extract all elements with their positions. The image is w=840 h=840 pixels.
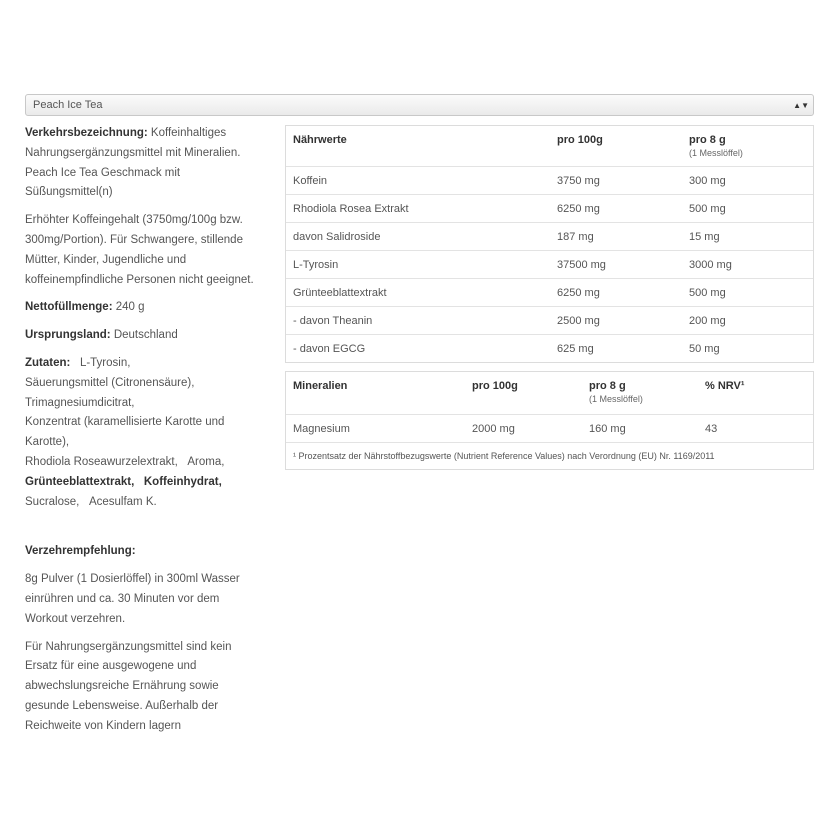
table-cell: L-Tyrosin — [293, 258, 339, 271]
table-cell: Rhodiola Rosea Extrakt — [293, 202, 409, 215]
zutat: Grünteeblattextrakt, — [25, 475, 135, 488]
header-label: pro 8 g — [589, 380, 626, 392]
zutat: Acesulfam K. — [88, 495, 157, 508]
table-cell: - davon EGCG — [293, 342, 366, 355]
verzehr-text: 8g Pulver (1 Dosierlöffel) in 300ml Wasser einrühren und ca. 30 Minuten vor dem Workout verzehren. — [25, 573, 240, 625]
table-cell: 500 mg — [689, 202, 726, 215]
ursprung-label: Ursprungsland: — [25, 329, 111, 342]
table-row — [286, 306, 813, 334]
zutat: Koffeinhydrat, — [143, 475, 222, 488]
table-cell: 3750 mg — [557, 174, 600, 187]
hinweis-text: Für Nahrungsergänzungsmittel sind kein Ersatz für eine ausgewogene und abwechslungsreiche Ernährung sowie gesunde Lebensweise. Außerhalb der Reichweite von Kindern lagern — [25, 640, 232, 732]
table-cell: 3000 mg — [689, 258, 732, 271]
netto-label: Nettofüllmenge: — [25, 301, 113, 314]
verzehr-label: Verzehrempfehlung: — [25, 545, 136, 558]
table-cell: 187 mg — [557, 230, 594, 243]
table-cell: 625 mg — [557, 342, 594, 355]
table-row — [286, 166, 813, 194]
table-row — [286, 250, 813, 278]
header-cell — [582, 380, 698, 404]
verkehr-text: Koffeinhaltiges Nahrungsergänzungsmittel mit Mineralien. Peach Ice Tea Geschmack mit Süßungsmittel(n) — [25, 127, 241, 199]
zutat: Aroma, — [187, 455, 225, 468]
zutat: Konzentrat (karamellisierte Karotte und Karotte), — [25, 416, 225, 449]
header-cell: Mineralien — [293, 380, 348, 392]
flavor-select-value: Peach Ice Tea — [33, 99, 103, 111]
zutat: Trimagnesiumdicitrat, — [25, 396, 135, 409]
header-sub: (1 Messlöffel) — [589, 394, 643, 404]
table-row — [286, 414, 813, 442]
flavor-select[interactable] — [25, 94, 814, 116]
table-cell: 2500 mg — [557, 314, 600, 327]
nettofuellmenge — [25, 298, 265, 318]
header-cell: pro 100g — [472, 380, 518, 392]
ursprung-text: Deutschland — [110, 329, 178, 342]
netto-text: 240 g — [112, 301, 145, 314]
header-cell: Nährwerte — [293, 134, 347, 146]
header-sub: (1 Messlöffel) — [689, 148, 743, 158]
zutat: Säuerungsmittel (Citronensäure), — [25, 376, 195, 389]
table-cell: 6250 mg — [557, 202, 600, 215]
table-cell: - davon Theanin — [293, 314, 373, 327]
product-info — [25, 124, 265, 745]
koffein-hinweis: Erhöhter Koffeingehalt (3750mg/100g bzw. 300mg/Portion). Für Schwangere, stillende Mütter, Kinder, Jugendliche und koffeinempfindliche Personen nicht geeignet. — [25, 214, 254, 286]
verkehr-label: Verkehrsbezeichnung: — [25, 127, 148, 139]
verzehrempfehlung-title — [25, 542, 265, 562]
table-header-row — [286, 372, 813, 414]
table-cell: 200 mg — [689, 314, 726, 327]
table-cell: davon Salidroside — [293, 230, 381, 243]
table-cell: 37500 mg — [557, 258, 606, 271]
table-row — [286, 278, 813, 306]
table-cell: 43 — [705, 422, 718, 435]
table-cell: 300 mg — [689, 174, 726, 187]
table-footnote: ¹ Prozentsatz der Nährstoffbezugswerte (Nutrient Reference Values) nach Verordnung (EU) Nr. 1169/2011 — [286, 442, 813, 469]
table-cell: Koffein — [293, 174, 328, 187]
table-row — [286, 194, 813, 222]
table-cell: 2000 mg — [472, 422, 515, 435]
table-cell: Magnesium — [293, 422, 350, 435]
header-cell — [682, 134, 813, 158]
header-label: pro 8 g — [689, 134, 726, 146]
zutat: Rhodiola Roseawurzelextrakt, — [25, 455, 178, 468]
naehrwerte-table — [285, 125, 814, 363]
table-cell: 15 mg — [689, 230, 720, 243]
table-cell: 500 mg — [689, 286, 726, 299]
zutaten-label: Zutaten: — [25, 356, 71, 369]
zutat: L-Tyrosin, — [76, 356, 131, 369]
zutaten — [25, 354, 265, 512]
table-cell: 6250 mg — [557, 286, 600, 299]
table-row — [286, 222, 813, 250]
table-row — [286, 334, 813, 362]
table-cell: 160 mg — [589, 422, 626, 435]
table-cell: Grünteeblattextrakt — [293, 286, 387, 299]
header-cell: pro 100g — [557, 134, 603, 146]
table-cell: 50 mg — [689, 342, 720, 355]
table-header-row — [286, 126, 813, 166]
header-cell: % NRV¹ — [705, 380, 745, 392]
verkehrsbezeichnung — [25, 124, 265, 203]
zutat: Sucralose, — [25, 495, 80, 508]
select-arrows-icon: ▲▼ — [793, 100, 809, 110]
ursprungsland — [25, 326, 265, 346]
mineralien-table — [285, 371, 814, 470]
